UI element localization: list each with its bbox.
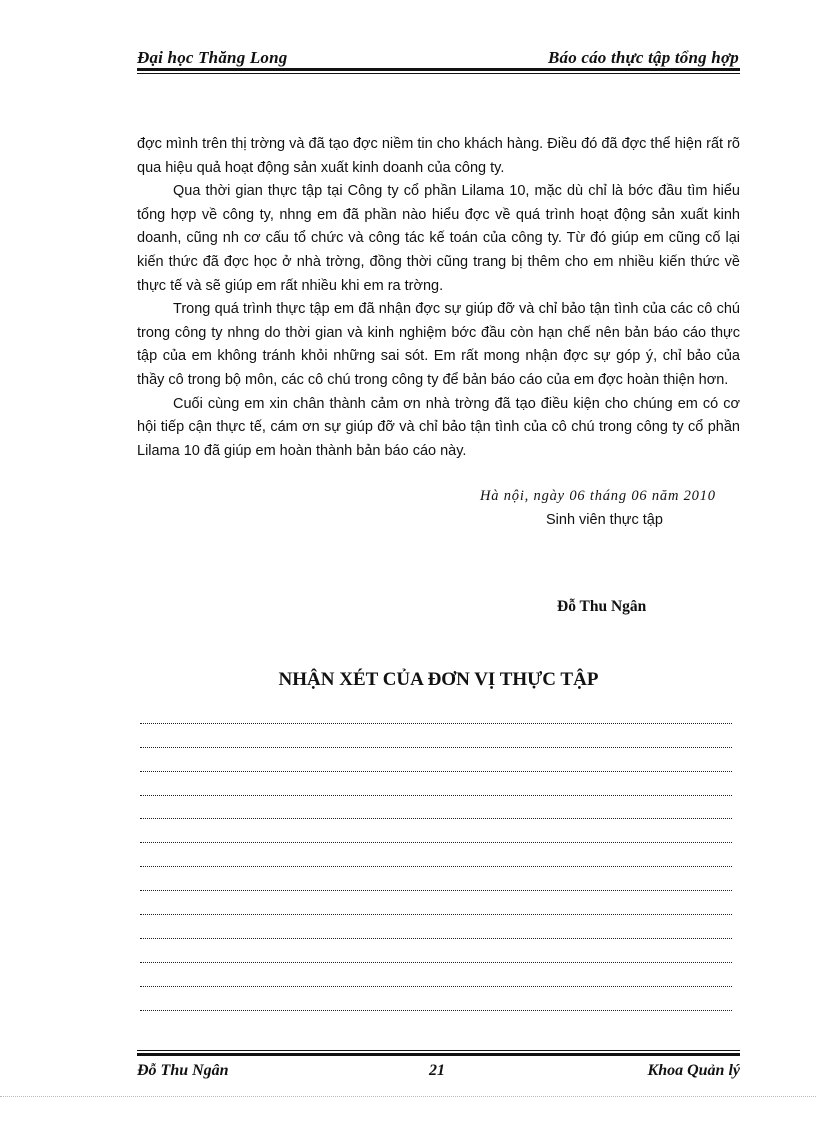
comment-line xyxy=(140,796,732,820)
footer-department: Khoa Quản lý xyxy=(647,1062,740,1079)
comment-line xyxy=(140,819,732,843)
header-report-title: Báo cáo thực tập tổng hợp xyxy=(547,48,739,67)
comment-line xyxy=(140,867,732,891)
body-text xyxy=(137,133,740,463)
footer-rule-thin xyxy=(137,1050,740,1051)
header-rule-thin xyxy=(137,73,740,74)
comment-line xyxy=(140,939,732,963)
header-school: Đại học Thăng Long xyxy=(137,48,288,67)
page-footer xyxy=(137,1058,740,1082)
page-edge-divider xyxy=(0,1096,816,1097)
page-number: 21 xyxy=(429,1062,445,1079)
section-title: NHẬN XÉT CỦA ĐƠN VỊ THỰC TẬP xyxy=(278,669,599,690)
comment-line xyxy=(140,915,732,939)
signature-name: Đỗ Thu Ngân xyxy=(557,598,647,615)
paragraph-4: Cuối cùng em xin chân thành cảm ơn nhà trờng đã tạo điều kiện cho chúng em có cơ hội tiếp cận thực tế, cám ơn sự giúp đỡ và chỉ bảo tận tình của cô chú trong công ty cổ phần Lilama 10 đã giúp em hoàn thành bản báo cáo này. xyxy=(137,395,740,459)
comment-line xyxy=(140,891,732,915)
signature-role: Sinh viên thực tập xyxy=(546,512,663,528)
comment-line xyxy=(140,843,732,867)
footer-author: Đỗ Thu Ngân xyxy=(137,1062,229,1079)
paragraph-3: Trong quá trình thực tập em đã nhận đợc sự giúp đỡ và chỉ bảo tận tình của các cô chú trong công ty nhng do thời gian và kinh nghiệm bớc đầu còn hạn chế nên bản báo cáo thực tập của em không tránh khỏi những sai sót. Em rất mong nhận đợc sự góp ý, chỉ bảo của thầy cô trong bộ môn, các cô chú trong công ty để bản báo cáo của em đợc hoàn thiện hơn. xyxy=(137,301,740,388)
paragraph-1: đợc mình trên thị trờng và đã tạo đợc niềm tin cho khách hàng. Điều đó đã đợc thể hiện rất rõ qua hiệu quả hoạt động sản xuất kinh doanh của công ty. xyxy=(137,136,740,176)
comment-line xyxy=(140,987,732,1011)
header-rule-thick xyxy=(137,68,740,71)
page-header xyxy=(137,46,739,68)
paragraph-2: Qua thời gian thực tập tại Công ty cổ phần Lilama 10, mặc dù chỉ là bớc đầu tìm hiểu tổng hợp về công ty, nhng em đã phần nào hiểu đợc về quá trình hoạt động sản xuất kinh doanh, cũng nh cơ cấu tổ chức và công tác kế toán của công ty. Từ đó giúp em cũng cố lại kiến thức đã đợc học ở nhà trờng, đồng thời cũng trang bị thêm cho em nhiều kiến thức về thực tế và sẽ giúp em rất nhiều khi em ra trờng. xyxy=(137,183,740,294)
comment-line xyxy=(140,700,732,724)
signature-date: Hà nội, ngày 06 tháng 06 năm 2010 xyxy=(480,488,716,504)
comment-line xyxy=(140,963,732,987)
comment-line xyxy=(140,748,732,772)
footer-rule-thick xyxy=(137,1053,740,1056)
comment-line xyxy=(140,724,732,748)
comment-line xyxy=(140,772,732,796)
comment-lines xyxy=(140,700,732,1011)
